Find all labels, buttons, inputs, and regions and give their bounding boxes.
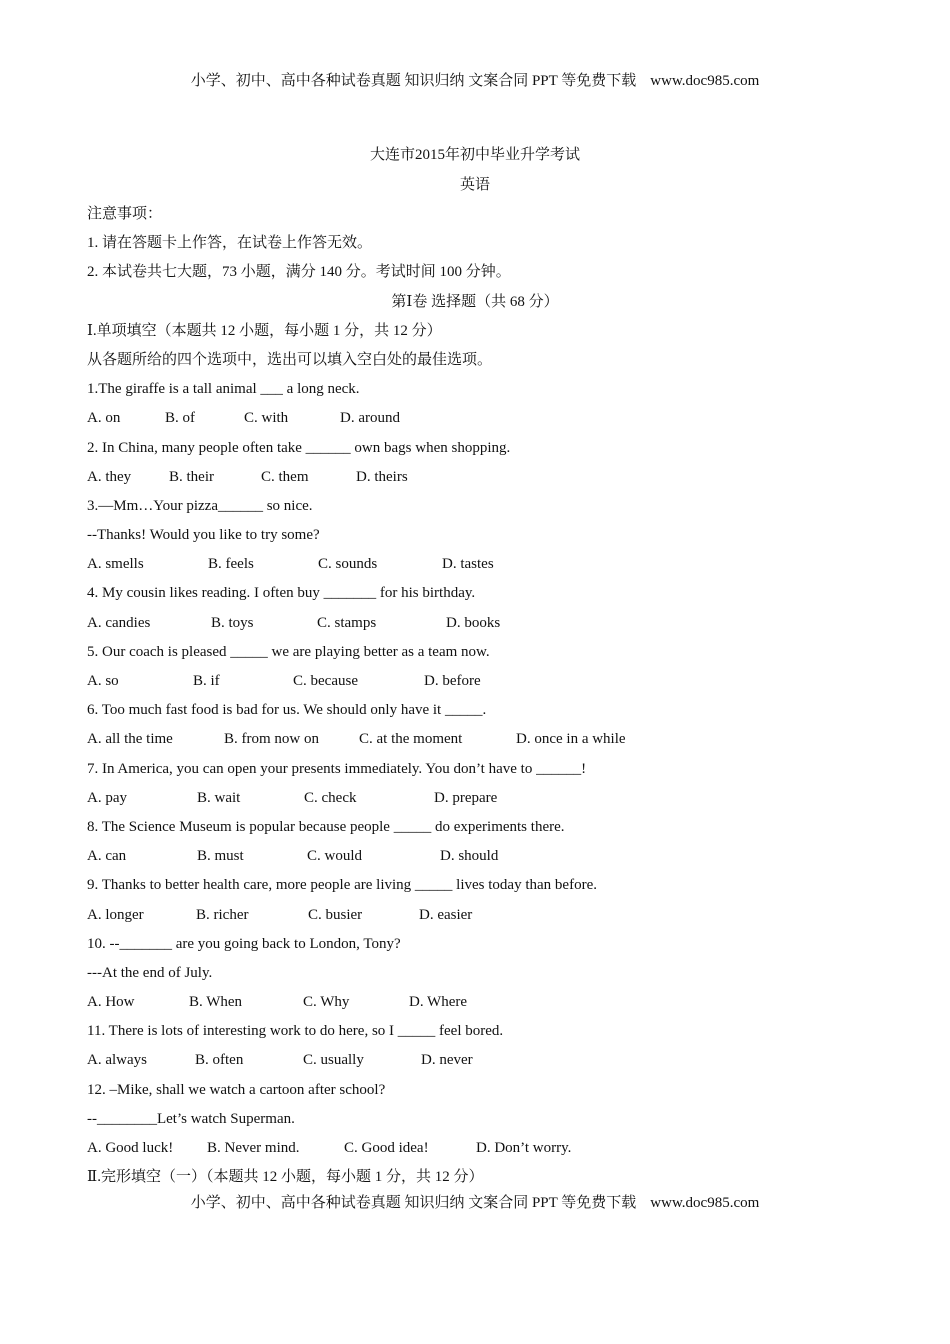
options-row [87,550,887,579]
options-row [87,901,887,930]
question-stem: 6. Too much fast food is bad for us. We should only have it _____. [87,702,487,719]
option-d: D. before [424,673,481,689]
notes-heading: 注意事项： [87,206,163,222]
question-dialogue-line: --Thanks! Would you like to try some? [87,527,320,544]
option-d: D. should [440,848,499,865]
question-list [87,375,887,1163]
option-a: A. smells [87,556,144,573]
options-row [87,725,887,754]
options-row [87,1134,887,1163]
option-c: C. Good idea! [344,1140,429,1156]
question-stem: 7. In America, you can open your presents immediately. You don’t have to ______! [87,760,587,777]
question-stem: 2. In China, many people often take ______ own bags when shopping. [87,439,511,456]
option-c: C. usually [303,1052,364,1069]
section2-heading: Ⅱ.完形填空（一）（本题共 12 小题，每小题 1 分，共 12 分） [87,1169,484,1186]
question-dialogue-line: --________Let’s watch Superman. [87,1110,295,1127]
option-a: A. How [87,994,135,1011]
option-d: D. prepare [434,789,498,806]
banner-text: 小学、初中、高中各种试卷真题 知识归纳 文案合同 PPT 等免费下载 [190,73,637,89]
option-a: A. so [87,673,119,689]
option-d: D. around [340,410,400,427]
question-stem: 9. Thanks to better health care, more people are living _____ lives today than before. [87,877,597,894]
note-1: 1. 请在答题卡上作答，在试卷上作答无效。 [87,235,373,252]
option-b: B. richer [196,906,249,923]
banner-url[interactable]: www.doc985.com [650,73,760,89]
question-stem: 11. There is lots of interesting work to do here, so I _____ feel bored. [87,1023,504,1040]
bottom-banner [0,1191,950,1212]
options-row [87,784,887,813]
option-c: C. Why [303,994,350,1011]
option-a: A. Good luck! [87,1140,174,1156]
options-row [87,988,887,1017]
question-stem: 4. My cousin likes reading. I often buy _______ for his birthday. [87,585,476,602]
option-d: D. Don’t worry. [476,1140,572,1156]
options-row [87,463,887,492]
banner-url[interactable]: www.doc985.com [650,1195,760,1211]
option-b: B. toys [211,614,254,631]
option-d: D. easier [419,906,473,923]
option-a: A. on [87,410,121,427]
note-2: 2. 本试卷共七大题，73 小题，满分 140 分。考试时间 100 分钟。 [87,264,511,281]
options-row [87,609,887,638]
option-d: D. tastes [442,556,494,573]
option-a: A. they [87,468,132,485]
option-b: B. from now on [224,731,319,748]
question-stem: 1.The giraffe is a tall animal ___ a long neck. [87,381,360,398]
question-stem: 10. --_______ are you going back to London, Tony? [87,935,401,952]
option-c: C. at the moment [359,731,463,748]
options-row [87,404,887,433]
option-b: B. must [197,848,244,865]
options-row [87,667,887,696]
options-row [87,1046,887,1075]
option-c: C. because [293,673,358,689]
section1-heading: Ⅰ.单项填空（本题共 12 小题，每小题 1 分，共 12 分） [87,322,442,339]
top-banner [0,69,950,90]
option-c: C. stamps [317,614,377,631]
option-b: B. their [169,468,214,485]
option-c: C. would [307,848,363,865]
banner-text: 小学、初中、高中各种试卷真题 知识归纳 文案合同 PPT 等免费下载 [190,1195,637,1211]
option-d: D. theirs [356,468,408,485]
option-d: D. Where [409,994,468,1011]
option-c: C. check [304,789,357,806]
option-b: B. of [165,410,195,427]
option-a: A. all the time [87,731,173,748]
subject-title: 英语 [459,177,490,193]
option-a: A. candies [87,614,151,631]
question-stem: 12. –Mike, shall we watch a cartoon after school? [87,1081,386,1098]
option-b: B. When [189,994,243,1011]
option-a: A. pay [87,789,127,806]
option-b: B. feels [208,556,254,573]
question-stem: 5. Our coach is pleased _____ we are playing better as a team now. [87,643,490,660]
option-b: B. wait [197,789,241,806]
option-b: B. often [195,1052,244,1069]
volume-heading: 第Ⅰ卷 选择题（共 68 分） [391,293,559,310]
option-b: B. if [193,673,220,689]
option-d: D. books [446,614,501,631]
option-c: C. them [261,468,309,485]
options-row [87,842,887,871]
option-d: D. once in a while [516,731,626,748]
option-c: C. busier [308,906,363,923]
section1-instruction: 从各题所给的四个选项中，选出可以填入空白处的最佳选项。 [87,351,493,368]
exam-title: 大连市2015年初中毕业升学考试 [369,147,580,163]
question-stem: 8. The Science Museum is popular because people _____ do experiments there. [87,818,565,835]
option-c: C. with [244,410,289,427]
exam-body [87,200,887,1192]
option-a: A. can [87,848,127,865]
question-dialogue-line: ---At the end of July. [87,964,213,981]
option-d: D. never [421,1052,473,1069]
question-stem: 3.—Mm…Your pizza______ so nice. [87,497,313,514]
option-c: C. sounds [318,556,378,573]
option-a: A. always [87,1052,147,1069]
option-a: A. longer [87,906,144,923]
option-b: B. Never mind. [207,1140,300,1156]
